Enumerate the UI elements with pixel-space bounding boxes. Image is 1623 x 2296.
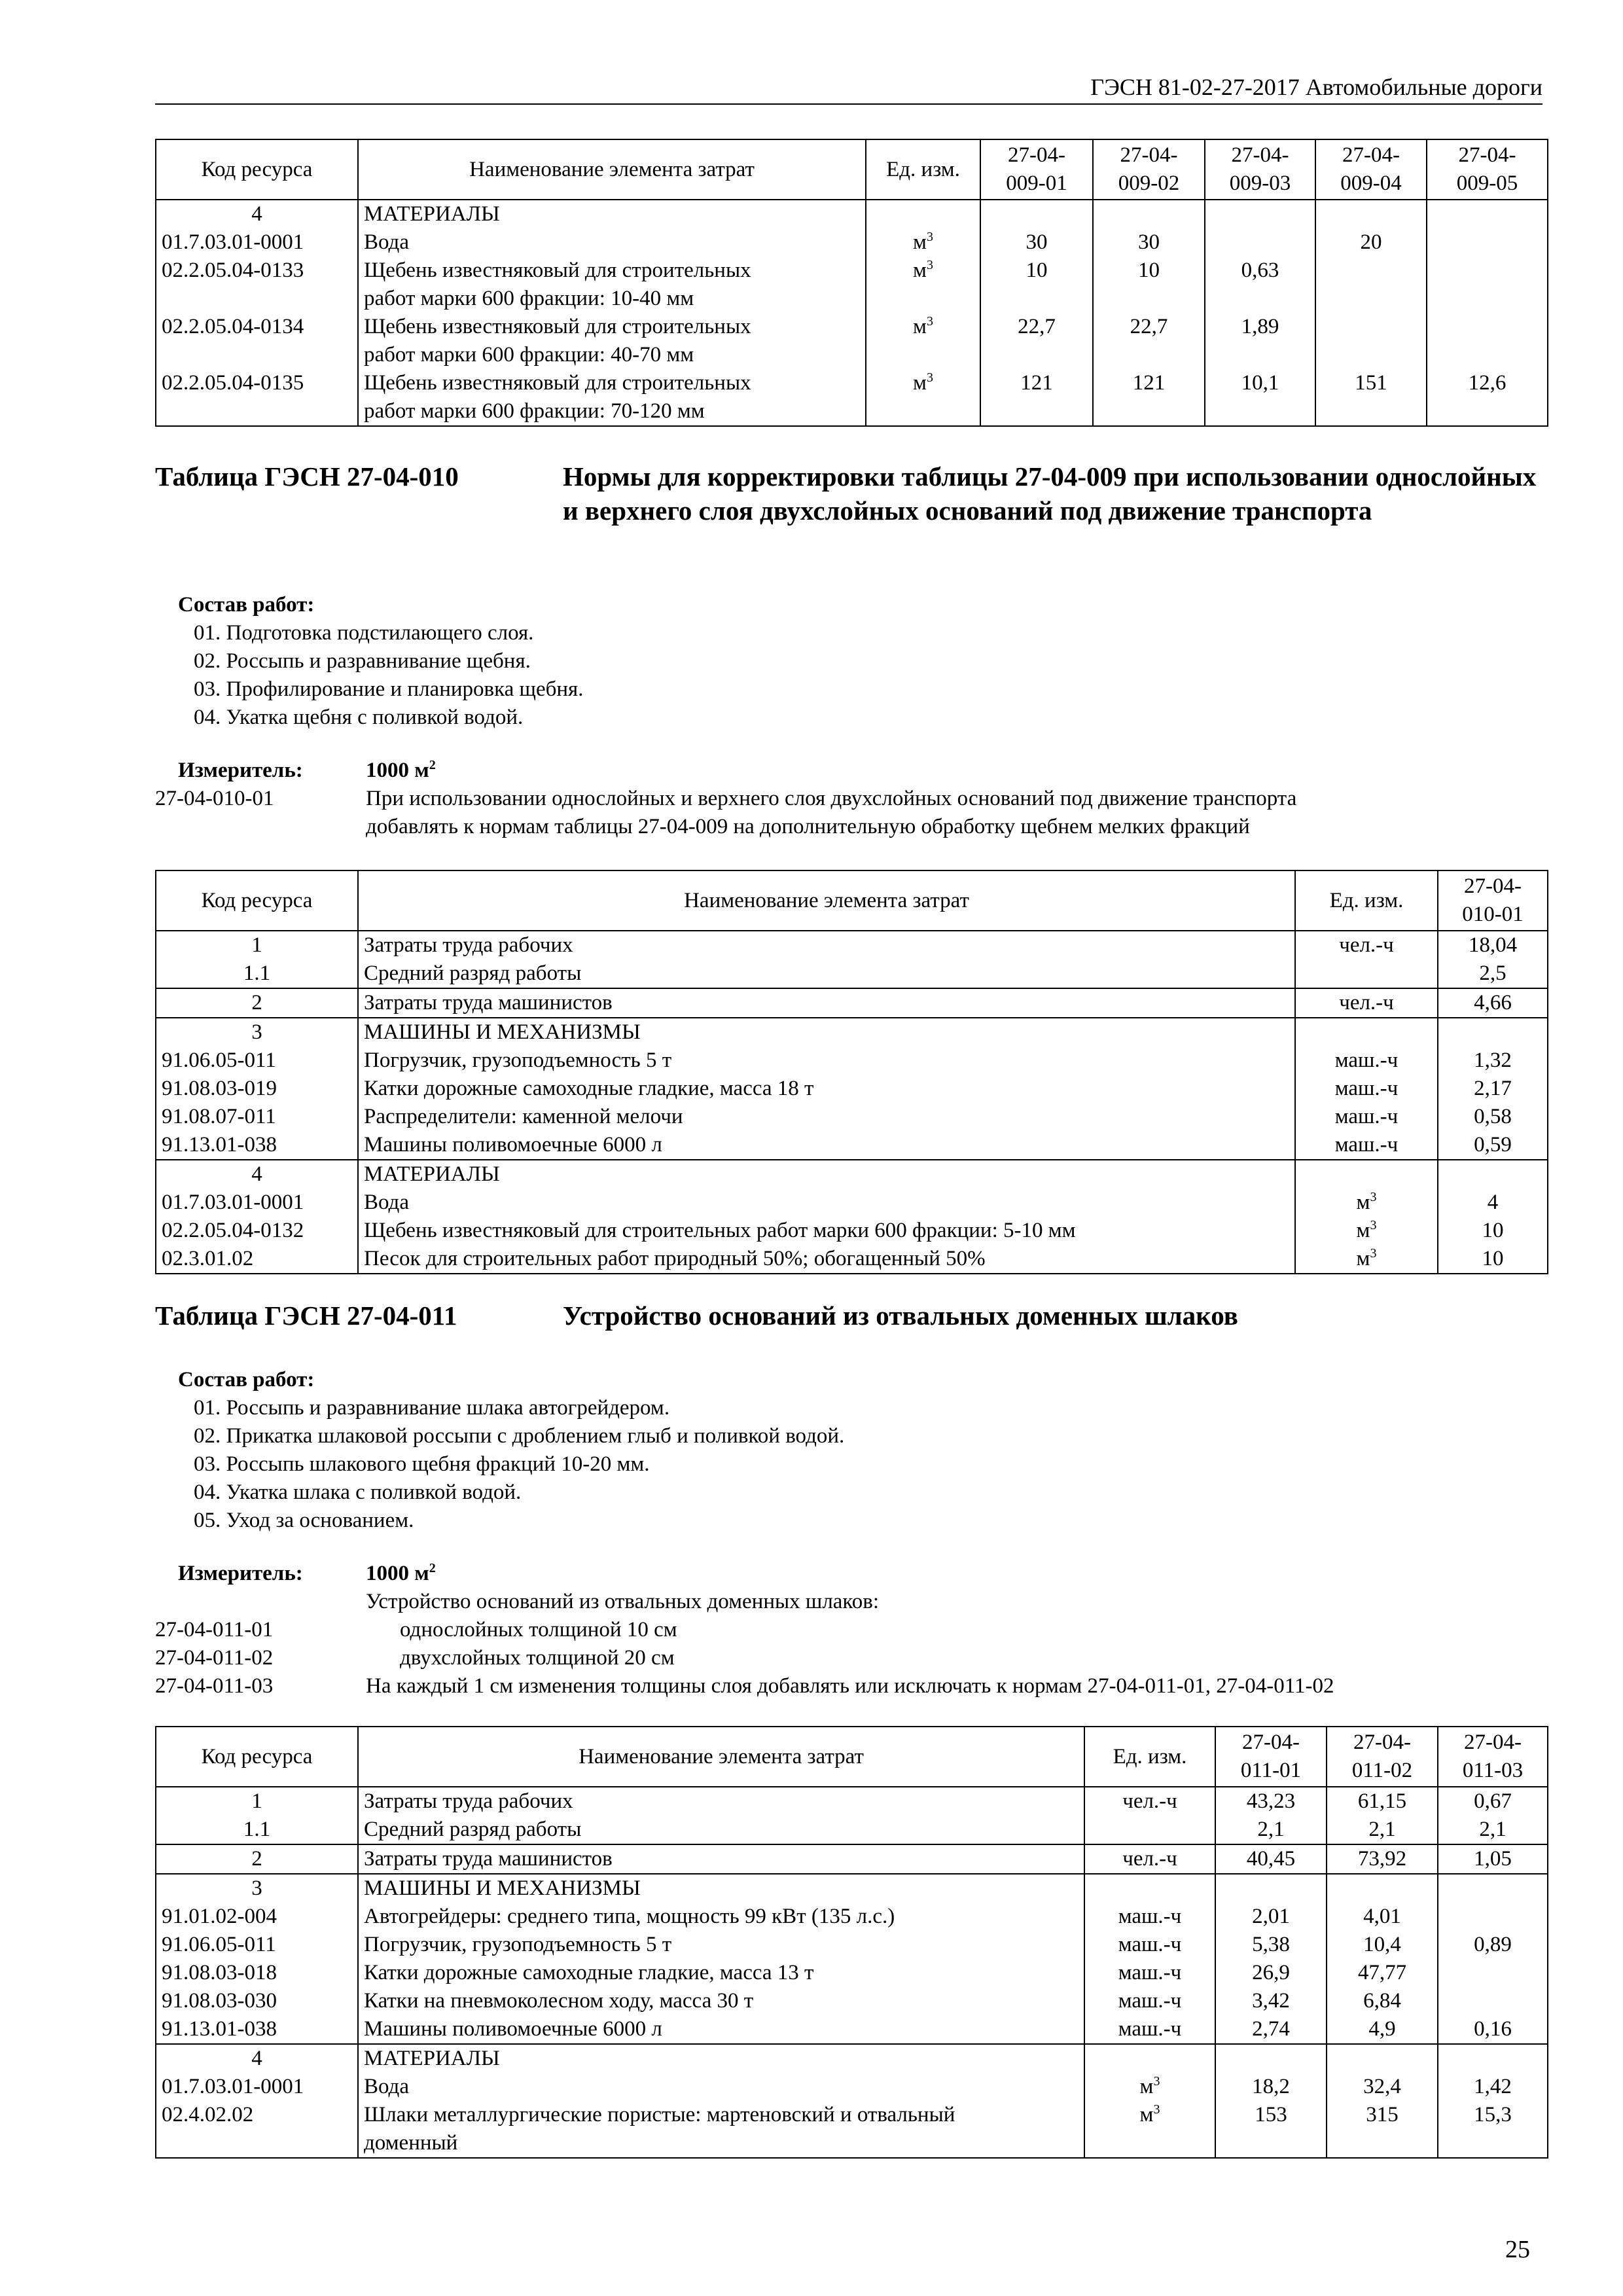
norm-code-part: 27-04- — [1464, 874, 1522, 898]
col-header-code: Код ресурса — [156, 1727, 358, 1787]
value — [1205, 228, 1315, 257]
table-row — [156, 313, 1548, 369]
table-row — [156, 1103, 1548, 1131]
value: 2,01 — [1215, 1903, 1327, 1931]
resource-code: 01.7.03.01-0001 — [156, 2073, 358, 2101]
work-item: 02. Россыпь и разравнивание щебня. — [194, 649, 531, 673]
table-row — [156, 988, 1548, 1018]
measure-label: Измеритель: — [178, 1562, 303, 1585]
norm-code-part: 011-01 — [1240, 1759, 1302, 1782]
col-header-name: Наименование элемента затрат — [358, 139, 866, 200]
norm-code-part: 27-04- — [1342, 143, 1400, 167]
resource-name: Затраты труда рабочих — [358, 1787, 1084, 1816]
norm-description: На каждый 1 см изменения толщины слоя добавлять или исключать к нормам 27-04-011-01, 27-04-011-02 — [366, 1674, 1334, 1698]
table-row — [156, 960, 1548, 988]
norm-description-line: При использовании однослойных и верхнего слоя двухслойных оснований под движение транспорта — [366, 787, 1297, 810]
resource-code: 1.1 — [156, 1816, 358, 1844]
value: 0,58 — [1438, 1103, 1548, 1131]
value: 32,4 — [1327, 2073, 1438, 2101]
resource-name: Затраты труда машинистов — [358, 1844, 1084, 1874]
group-name: МАТЕРИАЛЫ — [358, 200, 866, 228]
resource-code: 91.13.01-038 — [156, 1131, 358, 1160]
value: 0,89 — [1438, 1931, 1548, 1959]
norm-description: однослойных толщиной 10 см — [400, 1618, 677, 1641]
table-row — [156, 1245, 1548, 1274]
resource-code: 02.4.02.02 — [156, 2101, 358, 2158]
col-header-unit: Ед. изм. — [866, 139, 980, 200]
norm-code: 27-04-011-03 — [155, 1674, 274, 1698]
table-row — [156, 931, 1548, 960]
value: 10,4 — [1327, 1931, 1438, 1959]
value: 0,16 — [1438, 2015, 1548, 2044]
resource-code: 91.08.03-019 — [156, 1075, 358, 1103]
resource-code: 91.08.03-030 — [156, 1987, 358, 2015]
table-row — [156, 228, 1548, 257]
table-header-row — [156, 139, 1548, 200]
resource-name — [358, 2101, 1084, 2158]
norm-description: двухслойных толщиной 20 см — [400, 1646, 675, 1670]
resource-code: 1 — [156, 1787, 358, 1816]
norm-code-part: 27-04- — [1353, 1731, 1411, 1754]
col-header-norm — [1327, 1727, 1438, 1787]
col-header-norm — [1438, 870, 1548, 931]
work-composition — [178, 591, 583, 732]
value: 61,15 — [1327, 1787, 1438, 1816]
unit: $м^3$ — [1084, 2073, 1215, 2101]
unit: маш.-ч — [1295, 1047, 1438, 1075]
value: 47,77 — [1327, 1959, 1438, 1987]
table-caption: Устройство оснований из отвальных доменных шлаков — [563, 1300, 1238, 1331]
resource-code: 2 — [156, 1844, 358, 1874]
unit: $м^3$ — [1295, 1245, 1438, 1274]
value: 2,5 — [1438, 960, 1548, 988]
name-line: работ марки 600 фракции: 70-120 мм — [364, 399, 705, 423]
value: 0,67 — [1438, 1787, 1548, 1816]
resource-name: Погрузчик, грузоподъемность 5 т — [358, 1931, 1084, 1959]
table-row — [156, 1047, 1548, 1075]
resource-name: Катки на пневмоколесном ходу, масса 30 т — [358, 1987, 1084, 2015]
norm-description-line: добавлять к нормам таблицы 27-04-009 на дополнительную обработку щебнем мелких фракций — [366, 815, 1250, 838]
group-name: МАШИНЫ И МЕХАНИЗМЫ — [358, 1874, 1084, 1903]
value — [1438, 1987, 1548, 2015]
value: 43,23 — [1215, 1787, 1327, 1816]
measure-label: Измеритель: — [178, 759, 303, 782]
table-row — [156, 1959, 1548, 1987]
measure-value-text: 1000 м — [366, 759, 429, 782]
resource-name — [358, 369, 866, 426]
value: 30 — [980, 228, 1093, 257]
norm-code-part: 009-01 — [1006, 171, 1067, 195]
resource-name: Вода — [358, 2073, 1084, 2101]
unit: $м^3$ — [866, 228, 980, 257]
norm-code-part: 009-05 — [1456, 171, 1518, 195]
unit: маш.-ч — [1295, 1131, 1438, 1160]
value — [1427, 228, 1548, 257]
group-name: МАШИНЫ И МЕХАНИЗМЫ — [358, 1018, 1295, 1047]
name-line: Щебень известняковый для строительных — [364, 371, 751, 395]
name-line: доменный — [364, 2131, 458, 2155]
table-row — [156, 1844, 1548, 1874]
group-code: 3 — [156, 1018, 358, 1047]
value: 5,38 — [1215, 1931, 1327, 1959]
measure-value: 1000 $м^2$ — [366, 758, 436, 782]
work-composition — [178, 1366, 844, 1535]
name-line: Щебень известняковый для строительных — [364, 259, 751, 282]
work-item: 05. Уход за основанием. — [194, 1509, 414, 1532]
work-item: 01. Россыпь и разравнивание шлака автогрейдером. — [194, 1396, 670, 1420]
table-27-04-011 — [155, 1726, 1548, 2159]
value: 0,59 — [1438, 1131, 1548, 1160]
norm-code-part: 27-04- — [1242, 1731, 1300, 1754]
work-composition-title: Состав работ: — [178, 593, 315, 617]
work-composition-title: Состав работ: — [178, 1368, 315, 1391]
col-header-norm — [980, 139, 1093, 200]
resource-code: 91.06.05-011 — [156, 1931, 358, 1959]
table-row — [156, 2015, 1548, 2044]
unit: маш.-ч — [1084, 1903, 1215, 1931]
unit — [1084, 1816, 1215, 1844]
value: 22,7 — [980, 313, 1093, 369]
value: 2,1 — [1438, 1816, 1548, 1844]
value: 26,9 — [1215, 1959, 1327, 1987]
unit: маш.-ч — [1084, 2015, 1215, 2044]
resource-name: Затраты труда рабочих — [358, 931, 1295, 960]
resource-name: Машины поливомоечные 6000 л — [358, 1131, 1295, 1160]
resource-name: Щебень известняковый для строительных работ марки 600 фракции: 5-10 мм — [358, 1217, 1295, 1245]
col-header-norm — [1093, 139, 1205, 200]
work-item: 02. Прикатка шлаковой россыпи с дроблением глыб и поливкой водой. — [194, 1424, 845, 1448]
table-row — [156, 257, 1548, 313]
norm-code-part: 27-04- — [1120, 143, 1178, 167]
value: 1,05 — [1438, 1844, 1548, 1874]
group-code: 4 — [156, 2044, 358, 2073]
resource-name: Вода — [358, 228, 866, 257]
table-title: Таблица ГЭСН 27-04-011 — [155, 1300, 457, 1331]
value: 1,42 — [1438, 2073, 1548, 2101]
table-group-row — [156, 1874, 1548, 1903]
value: 10 — [1093, 257, 1205, 313]
table-row — [156, 2101, 1548, 2158]
value: 18,04 — [1438, 931, 1548, 960]
resource-code: 1 — [156, 931, 358, 960]
value: 4,9 — [1327, 2015, 1438, 2044]
value: 1,32 — [1438, 1047, 1548, 1075]
resource-name: Средний разряд работы — [358, 960, 1295, 988]
group-code: 4 — [156, 1160, 358, 1189]
resource-name: Вода — [358, 1189, 1295, 1217]
value: 30 — [1093, 228, 1205, 257]
resource-name: Распределители: каменной мелочи — [358, 1103, 1295, 1131]
unit: $м^3$ — [1084, 2101, 1215, 2158]
col-header-norm — [1315, 139, 1427, 200]
resource-code: 1.1 — [156, 960, 358, 988]
resource-code: 91.13.01-038 — [156, 2015, 358, 2044]
resource-code: 02.2.05.04-0133 — [156, 257, 358, 313]
table-group-row — [156, 2044, 1548, 2073]
resource-name: Автогрейдеры: среднего типа, мощность 99 кВт (135 л.с.) — [358, 1903, 1084, 1931]
value: 40,45 — [1215, 1844, 1327, 1874]
table-row — [156, 369, 1548, 426]
unit: чел.-ч — [1084, 1787, 1215, 1816]
unit: чел.-ч — [1295, 931, 1438, 960]
table-group-row — [156, 1018, 1548, 1047]
value: 3,42 — [1215, 1987, 1327, 2015]
resource-name: Средний разряд работы — [358, 1816, 1084, 1844]
value: 20 — [1315, 228, 1427, 257]
unit: маш.-ч — [1084, 1987, 1215, 2015]
norm-code-part: 011-03 — [1462, 1759, 1524, 1782]
resource-name — [358, 313, 866, 369]
value: 4 — [1438, 1189, 1548, 1217]
col-header-code: Код ресурса — [156, 139, 358, 200]
value — [1315, 257, 1427, 313]
resource-name: Катки дорожные самоходные гладкие, масса 13 т — [358, 1959, 1084, 1987]
work-item: 03. Россыпь шлакового щебня фракций 10-20 мм. — [194, 1452, 650, 1476]
unit: $м^3$ — [1295, 1189, 1438, 1217]
group-name: МАТЕРИАЛЫ — [358, 2044, 1084, 2073]
table-27-04-009-continued — [155, 139, 1548, 427]
value — [1315, 313, 1427, 369]
unit: маш.-ч — [1084, 1959, 1215, 1987]
table-row — [156, 1987, 1548, 2015]
unit: $м^3$ — [866, 313, 980, 369]
measure-block — [155, 1560, 1549, 1700]
norm-code-part: 010-01 — [1462, 903, 1524, 926]
value: 10 — [1438, 1217, 1548, 1245]
value: 15,3 — [1438, 2101, 1548, 2158]
col-header-norm — [1215, 1727, 1327, 1787]
table-row — [156, 1787, 1548, 1816]
unit — [1295, 960, 1438, 988]
norm-code-part: 011-02 — [1351, 1759, 1413, 1782]
resource-code: 2 — [156, 988, 358, 1018]
value: 10,1 — [1205, 369, 1315, 426]
value: 121 — [980, 369, 1093, 426]
norm-description — [366, 785, 1549, 841]
work-item: 03. Профилирование и планировка щебня. — [194, 677, 584, 701]
group-code: 3 — [156, 1874, 358, 1903]
resource-code: 91.06.05-011 — [156, 1047, 358, 1075]
group-code: 4 — [156, 200, 358, 228]
value: 2,1 — [1327, 1816, 1438, 1844]
table-27-04-010 — [155, 870, 1548, 1274]
norm-code: 27-04-011-02 — [155, 1646, 274, 1670]
norm-code-part: 009-02 — [1118, 171, 1180, 195]
table-row — [156, 1189, 1548, 1217]
unit: маш.-ч — [1295, 1103, 1438, 1131]
table-header-row — [156, 1727, 1548, 1787]
value: 2,1 — [1215, 1816, 1327, 1844]
table-row — [156, 1217, 1548, 1245]
resource-name: Погрузчик, грузоподъемность 5 т — [358, 1047, 1295, 1075]
resource-code: 02.2.05.04-0132 — [156, 1217, 358, 1245]
value: 12,6 — [1427, 369, 1548, 426]
value: 121 — [1093, 369, 1205, 426]
value: 315 — [1327, 2101, 1438, 2158]
value: 2,74 — [1215, 2015, 1327, 2044]
unit: чел.-ч — [1295, 988, 1438, 1018]
value: 0,63 — [1205, 257, 1315, 313]
table-caption: Нормы для корректировки таблицы 27-04-009 при использовании однослойных и верхнего слоя двухслойных оснований под движение транспорта — [563, 461, 1537, 526]
table-header-row — [156, 870, 1548, 931]
value: 6,84 — [1327, 1987, 1438, 2015]
value: 73,92 — [1327, 1844, 1438, 1874]
col-header-name: Наименование элемента затрат — [358, 1727, 1084, 1787]
unit: маш.-ч — [1084, 1931, 1215, 1959]
resource-code: 02.3.01.02 — [156, 1245, 358, 1274]
table-row — [156, 1075, 1548, 1103]
value: 10 — [1438, 1245, 1548, 1274]
value: 4,66 — [1438, 988, 1548, 1018]
resource-name: Затраты труда машинистов — [358, 988, 1295, 1018]
unit: $м^3$ — [1295, 1217, 1438, 1245]
norm-code-part: 27-04- — [1008, 143, 1065, 167]
resource-code: 01.7.03.01-0001 — [156, 1189, 358, 1217]
value: 10 — [980, 257, 1093, 313]
work-item: 01. Подготовка подстилающего слоя. — [194, 621, 534, 645]
value — [1427, 257, 1548, 313]
resource-name — [358, 257, 866, 313]
norm-code-part: 009-04 — [1340, 171, 1402, 195]
measure-value: 1000 $м^2$ — [366, 1561, 436, 1585]
value: 1,89 — [1205, 313, 1315, 369]
resource-name: Машины поливомоечные 6000 л — [358, 2015, 1084, 2044]
name-line: Щебень известняковый для строительных — [364, 315, 751, 338]
col-header-unit: Ед. изм. — [1084, 1727, 1215, 1787]
resource-code: 91.08.03-018 — [156, 1959, 358, 1987]
name-line: работ марки 600 фракции: 10-40 мм — [364, 287, 694, 310]
resource-code: 02.2.05.04-0135 — [156, 369, 358, 426]
col-header-norm — [1205, 139, 1315, 200]
norm-code: 27-04-011-01 — [155, 1618, 274, 1641]
unit: $м^3$ — [866, 369, 980, 426]
table-row — [156, 1931, 1548, 1959]
resource-code: 91.01.02-004 — [156, 1903, 358, 1931]
unit: $м^3$ — [866, 257, 980, 313]
resource-code: 91.08.07-011 — [156, 1103, 358, 1131]
name-line: работ марки 600 фракции: 40-70 мм — [364, 343, 694, 367]
table-title: Таблица ГЭСН 27-04-010 — [155, 461, 459, 492]
value — [1438, 1959, 1548, 1987]
value: 153 — [1215, 2101, 1327, 2158]
work-item: 04. Укатка шлака с поливкой водой. — [194, 1480, 522, 1504]
work-item: 04. Укатка щебня с поливкой водой. — [194, 706, 524, 729]
resource-name: Песок для строительных работ природный 50%; обогащенный 50% — [358, 1245, 1295, 1274]
measure-value-text: 1000 м — [366, 1562, 429, 1585]
norm-code-part: 27-04- — [1231, 143, 1289, 167]
value: 22,7 — [1093, 313, 1205, 369]
resource-name: Катки дорожные самоходные гладкие, масса 18 т — [358, 1075, 1295, 1103]
measure-block — [155, 757, 1549, 841]
value: 151 — [1315, 369, 1427, 426]
value: 18,2 — [1215, 2073, 1327, 2101]
value: 4,01 — [1327, 1903, 1438, 1931]
page-number: 25 — [1505, 2236, 1530, 2263]
table-row — [156, 2073, 1548, 2101]
norm-code: 27-04-010-01 — [155, 787, 274, 810]
table-group-row — [156, 200, 1548, 228]
table-group-row — [156, 1160, 1548, 1189]
measure-intro: Устройство оснований из отвальных доменных шлаков: — [366, 1590, 880, 1613]
table-row — [156, 1816, 1548, 1844]
table-row — [156, 1903, 1548, 1931]
col-header-norm — [1438, 1727, 1548, 1787]
norm-code-part: 27-04- — [1464, 1731, 1522, 1754]
document-title: ГЭСН 81-02-27-2017 Автомобильные дороги — [1090, 74, 1543, 100]
resource-code: 01.7.03.01-0001 — [156, 228, 358, 257]
unit: маш.-ч — [1295, 1075, 1438, 1103]
resource-code: 02.2.05.04-0134 — [156, 313, 358, 369]
table-row — [156, 1131, 1548, 1160]
value: 2,17 — [1438, 1075, 1548, 1103]
value — [1427, 313, 1548, 369]
norm-code-part: 009-03 — [1229, 171, 1291, 195]
col-header-unit: Ед. изм. — [1295, 870, 1438, 931]
value — [1438, 1903, 1548, 1931]
col-header-norm — [1427, 139, 1548, 200]
col-header-code: Код ресурса — [156, 870, 358, 931]
page-header — [155, 73, 1543, 105]
name-line: Шлаки металлургические пористые: мартеновский и отвальный — [364, 2103, 955, 2126]
col-header-name: Наименование элемента затрат — [358, 870, 1295, 931]
norm-code-part: 27-04- — [1458, 143, 1516, 167]
unit: чел.-ч — [1084, 1844, 1215, 1874]
group-name: МАТЕРИАЛЫ — [358, 1160, 1295, 1189]
